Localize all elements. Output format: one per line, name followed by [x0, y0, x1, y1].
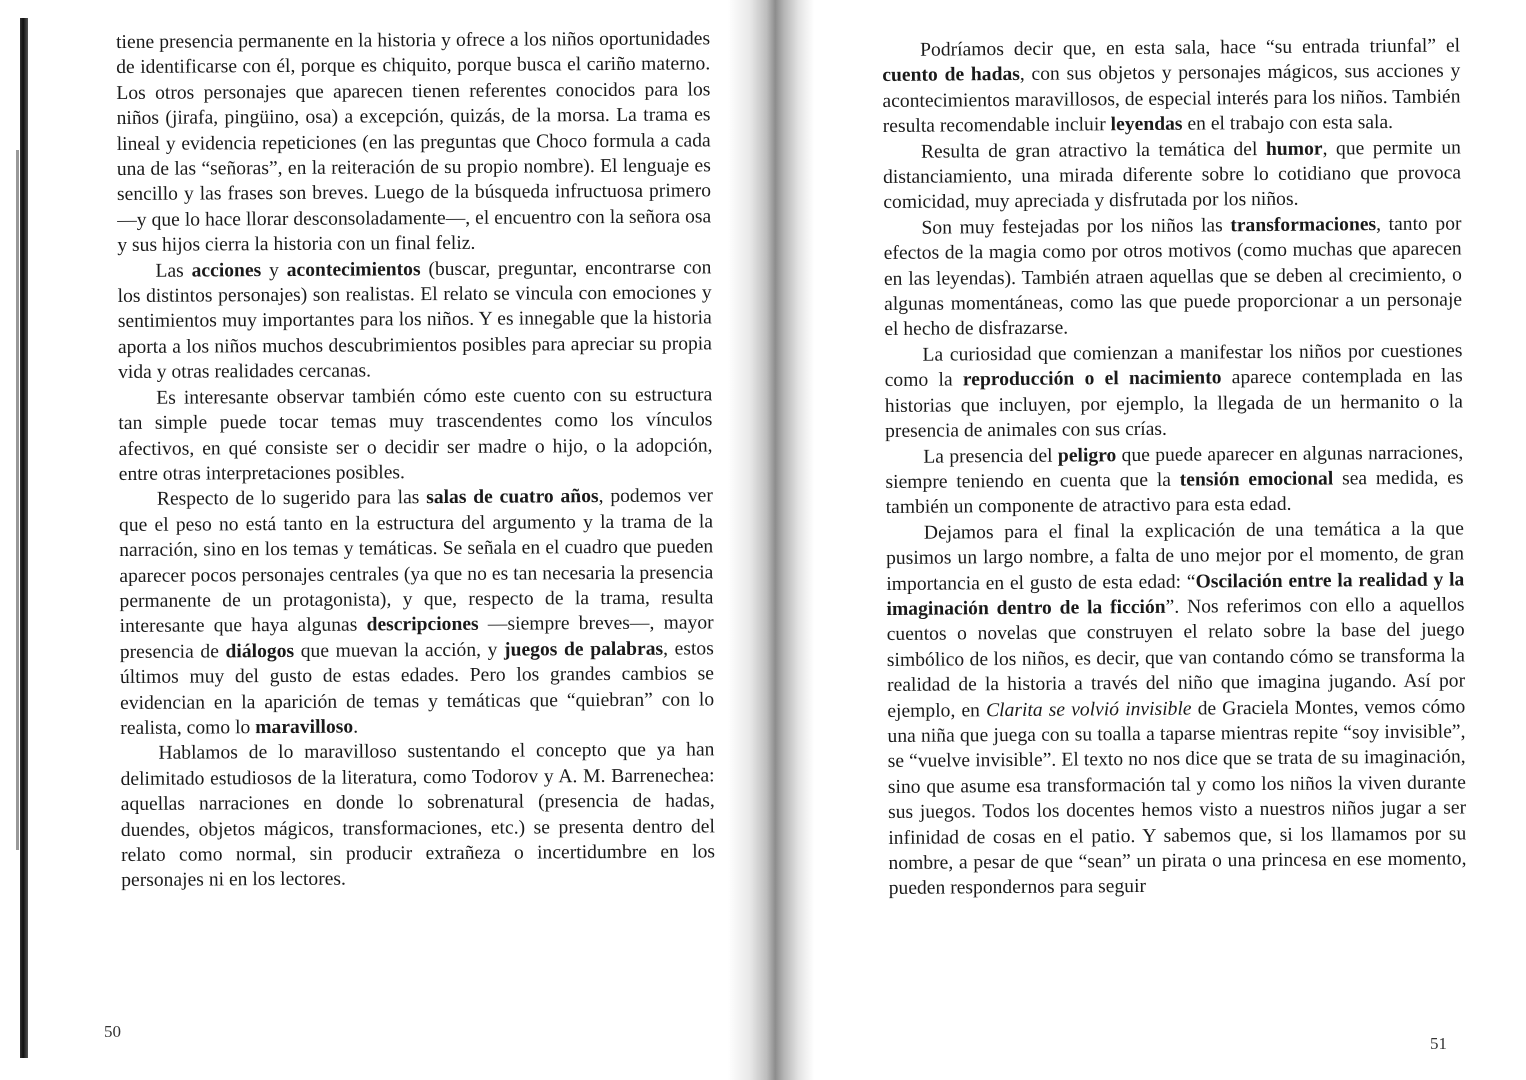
text-run: que puede aparecer en algunas narraciones, siempre teniendo en cuenta que la	[885, 441, 1464, 493]
text-run: Resulta de gran atractivo la temática del	[920, 138, 1266, 163]
bold-term: humor	[1265, 138, 1323, 160]
text-run: , estos últimos muy del gusto de estas edades. Pero los grandes cambios se evidencian en la aparición de temas y temáticas que “quiebran” con lo realista, como lo	[119, 638, 715, 739]
bold-term: diálogos	[225, 640, 295, 663]
text-run: Podríamos decir que, en esta sala, hace “su entrada triunfal” el	[920, 35, 1461, 61]
bold-term: juegos de palabras	[503, 638, 664, 661]
text-run: La presencia del	[923, 445, 1058, 468]
bold-term: maravilloso	[255, 716, 354, 739]
text-run: , podemos ver que el peso no está tanto en la estructura del argumento y la trama de la narración, sino en los temas y temáticas. Se señala en el cuadro que pueden aparecer pocos personajes centrales (ya que no es tan necesaria la presencia permanente de un protagonista), y que, respecto de la trama, resulta interesante que haya algunas	[118, 485, 714, 638]
text-run: .	[353, 716, 359, 738]
bold-term: tensión emocional	[1179, 468, 1334, 491]
right-page-body	[882, 33, 1467, 901]
paragraph	[119, 484, 715, 742]
italic-title: Clarita se volvió invisible	[985, 698, 1192, 721]
text-run: Hablamos de lo maravilloso sustentando el concepto que ya han delimitado estudiosos de la literatura, como Todorov y A. M. Barrenechea: aquellas narraciones en donde lo sobrenatural (presencia de hadas, duendes, objetos mágicos, transformaciones, etc.) se presenta dentro del relato como normal, sin producir extrañeza o incertidumbre en los personajes ni en los lectores.	[120, 739, 716, 892]
bold-term: peligro	[1057, 444, 1117, 467]
bold-term: acontecimientos	[286, 258, 421, 281]
paragraph	[116, 26, 711, 258]
text-run: , con sus objetos y personajes mágicos, sus acciones y acontecimientos maravillosos, de especial interés para los niños. También resulta recomendable incluir	[882, 60, 1461, 138]
paragraph	[884, 338, 1463, 444]
text-run: , que permite un distanciamiento, una mirada diferente sobre lo cotidiano que provoca comicidad, muy apreciada y disfrutada por los niños.	[883, 137, 1462, 214]
text-run: , tanto por efectos de la magia como por otros motivos (como muchas que aparecen en las leyendas). También atraen aquellas que se deben al crecimiento, o algunas momentáneas, como las que puede proporcionar a un personaje el hecho de disfrazarse.	[883, 213, 1463, 341]
bold-term: descripciones	[366, 614, 479, 636]
paragraph	[886, 516, 1467, 902]
bold-term: Oscilación entre la realidad y la imaginación dentro de la ficción	[886, 568, 1465, 620]
text-run: en el trabajo con esta sala.	[1182, 112, 1394, 135]
text-run: Es interesante observar también cómo este cuento con su estructura tan simple puede tocar temas muy trascendentes como los vínculos afectivos, en qué consiste ser o decidir ser madre o hijo, o la adopción, entre otras interpretaciones posibles.	[118, 384, 713, 485]
text-run: y	[261, 259, 287, 281]
paragraph	[885, 440, 1464, 521]
text-run: tiene presencia permanente en la historia y ofrece a los niños oportunidades de identificarse con él, porque es chiquito, porque busca el cariño materno. Los otros personajes que aparecen tienen referentes conocidos para los niños (jirafa, pingüino, osa) a excepción, quizás, de la morsa. La trama es lineal y evidencia repeticiones (en las preguntas que Choco formula a cada una de las “señoras”, en la reiteración de su propio nombre). El lenguaje es sencillo y las frases son breves. Luego de la búsqueda infructuosa primero —y que lo hace llorar desconsoladamente—, el encuentro con la señora osa y sus hijos cierra la historia con un final feliz.	[116, 28, 712, 257]
text-run: que muevan la acción, y	[294, 639, 505, 662]
page-number-right: 51	[1430, 1034, 1447, 1053]
text-run: sea medida, es también un componente de atractivo para esta edad.	[885, 467, 1464, 519]
text-run: —siempre breves—, mayor presencia de	[119, 612, 714, 663]
text-run: (buscar, preguntar, encontrarse con los distintos personajes) son realistas. El relato se vincula con emociones y sentimientos muy importantes para los niños. Y es innegable que la historia aporta a los niños muchos descubrimientos posibles para apreciar su propia vida y otras realidades cercanas.	[117, 257, 712, 384]
bold-term: leyendas	[1110, 113, 1183, 136]
text-run: aparece contemplada en las historias que incluyen, por ejemplo, la llegada de un hermanito o la presencia de animales con sus crías.	[884, 365, 1463, 443]
paragraph	[118, 382, 713, 487]
bold-term: acciones	[191, 259, 262, 282]
bold-term: reproducción o el nacimiento	[962, 367, 1222, 391]
text-run: de Graciela Montes, vemos cómo una niña que juega con su toalla a taparse mientras repite “soy invisible”, se “vuelve invisible”. El texto no nos dice que se trata de su imaginación, sino que asume esa transformación tal y como los niños la viven durante sus juegos. Todos los docentes hemos visto a nuestros niños jugar a ser infinidad de cosas en el patio. Y sabemos que, si los llamamos por su nombre, a pesar de que “sean” un pirata o una princesa en ese momento, pueden respondernos para seguir	[887, 696, 1467, 900]
bold-term: cuento de hadas	[882, 64, 1020, 87]
page-edge-line	[16, 150, 19, 850]
paragraph	[117, 255, 712, 386]
text-run: Respecto de lo sugerido para las	[156, 487, 427, 511]
left-page-body	[116, 26, 715, 893]
page-number-left: 50	[104, 1022, 121, 1041]
page-edge-shadow	[20, 18, 28, 1058]
text-run: Dejamos para el final la explicación de una temática a la que pusimos un largo nombre, a falta de uno mejor por el momento, de gran importancia en el gusto de esta edad: “	[886, 518, 1465, 595]
text-run: Son muy festejadas por los niños las	[921, 215, 1231, 239]
paragraph	[883, 135, 1462, 216]
paragraph	[120, 738, 715, 894]
right-page	[770, 0, 1526, 1080]
text-run: ”. Nos referimos con ello a aquellos cuentos o novelas que construyen el relato sobre la base del juego simbólico de los niños, es decir, que van contando cómo se transforma la realidad de la historia a través del niño que imagina jugando. Así por ejemplo, en	[886, 594, 1466, 722]
paragraph	[883, 211, 1462, 343]
text-run: La curiosidad que comienzan a manifestar los niños por cuestiones como la	[884, 340, 1463, 392]
text-run: Las	[155, 260, 192, 282]
bold-term: transformaciones	[1230, 213, 1377, 237]
paragraph	[882, 33, 1461, 139]
bold-term: salas de cuatro años	[426, 486, 599, 509]
